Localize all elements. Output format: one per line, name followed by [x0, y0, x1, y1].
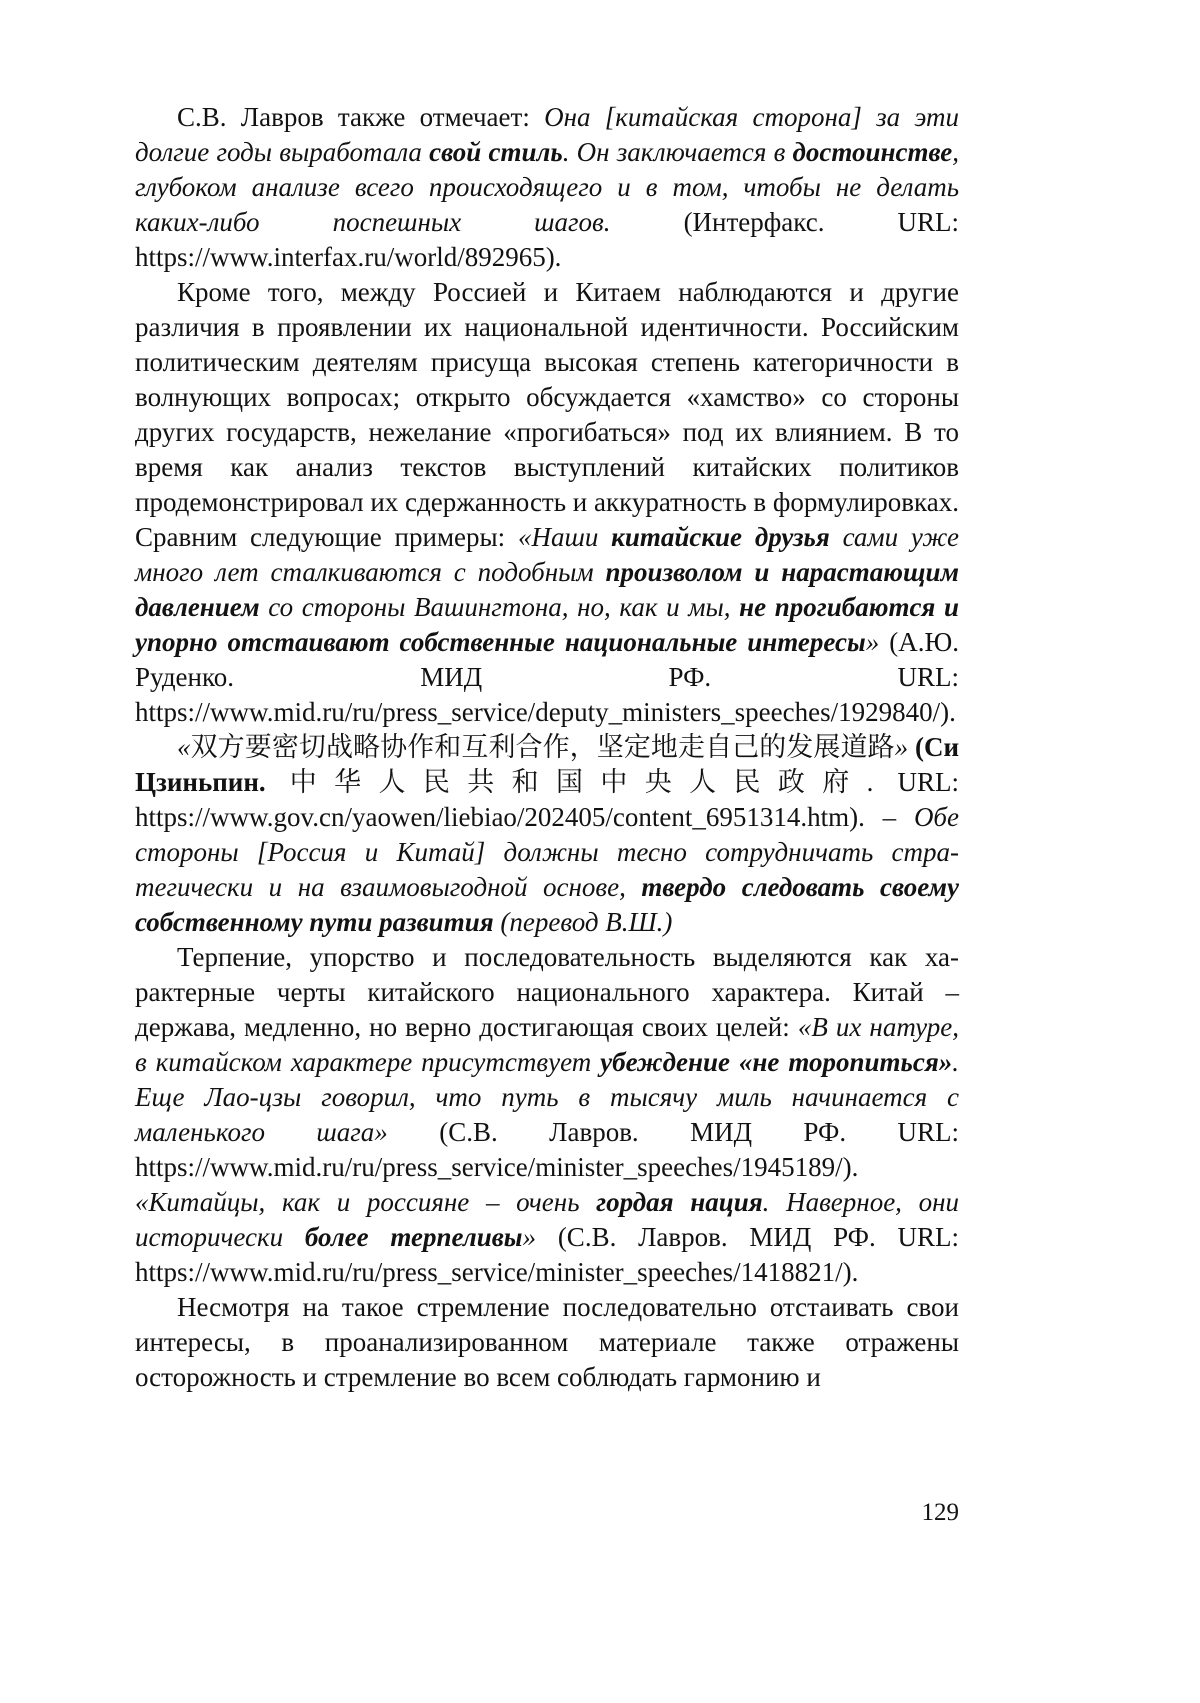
text-run: (Интерфакс. URL: https://www.interfax.ru/world/892965).: [135, 207, 959, 272]
text-run: «Наши: [517, 522, 612, 552]
text-run: Несмотря на такое стремление последовательно отстаивать свои интересы, в проанализированном материале также отражены осторожность и стремление во всем соблюдать гармонию и: [135, 1292, 959, 1392]
text-run: Она [китайская сторона] за эти долгие годы выработала: [135, 102, 959, 167]
text-run: С.В. Лавров также отмечает:: [177, 102, 545, 132]
text-run: »: [894, 732, 909, 762]
paragraph-differences-identity: [135, 275, 959, 730]
text-run: Кроме того, между Россией и Китаем наблюдаются и другие различия в проявлении их национальной идентичности. Российским политическим деятелям присуща высокая степень категоричности в волнующих вопросах; открыто обсуждается «хамство» со стороны других государств, нежелание «прогибаться» под их влиянием. В то время как анализ текстов выступлений китайских политиков продемонстрировал их сдержанность и аккуратность в формулировках. Сравним следующие примеры:: [135, 277, 959, 552]
text-run: »: [865, 627, 880, 657]
text-run: Обе стороны [Россия и Китай] должны тесно сотрудничать стратегически и на взаимовыгодной основе,: [135, 802, 959, 902]
text-run: Терпение, упорство и последовательность выделяются как характерные черты китайского национального характера. Китай – держава, медленно, но верно достигающая своих целей:: [135, 942, 959, 1042]
text-run: не прогибаются и упорно отстаивают собственные национальные интересы: [135, 592, 959, 657]
text-run: убеждение «не торопиться»: [600, 1047, 953, 1077]
text-run: сами уже много лет сталкиваются с подобным: [135, 522, 959, 587]
text-run: китайские друзья: [611, 522, 830, 552]
text-run: произволом и нарастающим давлением: [135, 557, 959, 622]
text-run: (перевод В.Ш.): [493, 907, 673, 937]
text-run: , глубоком анализе всего происходящего и в том, чтобы не делать каких-либо поспешных шагов.: [135, 137, 959, 237]
page-text-block: [135, 100, 959, 1395]
text-run: (Си Цзиньпин.: [135, 732, 960, 797]
text-run: (А.Ю. Руденко. МИД РФ. URL: https://www.mid.ru/ru/press_service/deputy_ministers_speeches/1929840/).: [135, 627, 959, 727]
text-run: со стороны Вашингтона, но, как и мы,: [259, 592, 740, 622]
paragraph-patience-character: [135, 940, 959, 1290]
text-run: «В их натуре, в китайском характере присутствует: [135, 1012, 960, 1077]
text-run: . Наверное, они исторически: [135, 1187, 959, 1252]
text-run: 双方要密切战略协作和互利合作，坚定地走自己的发展道路: [190, 732, 895, 762]
text-run: «Китайцы, как и россияне – очень: [135, 1187, 597, 1217]
text-run: достоинстве: [792, 137, 953, 167]
paragraph-despite-striving: [135, 1290, 959, 1395]
text-run: (С.В. Лавров. МИД РФ. URL: https://www.mid.ru/ru/press_service/minister_speeches/1945189/).: [135, 1117, 959, 1182]
text-run: . Еще Лао-цзы говорил, что путь в тысячу миль начинается с маленького шага»: [135, 1047, 959, 1147]
text-run: 中华人民共和国中央人民政府. URL: https://www.gov.cn/yaowen/liebiao/202405/content_6951314.htm). –: [135, 767, 959, 832]
text-run: . Он заключается в: [562, 137, 793, 167]
text-run: гордая нация: [596, 1187, 763, 1217]
text-run: «: [177, 732, 191, 762]
text-run: свой стиль: [429, 137, 563, 167]
paragraph-lavrov-style-quote: [135, 100, 959, 275]
text-run: (С.В. Лавров. МИД РФ. URL: https://www.mid.ru/ru/press_service/minister_speeches/1418821/).: [135, 1222, 959, 1287]
text-run: »: [522, 1222, 537, 1252]
paragraph-xi-jinping-quote: [135, 730, 959, 940]
page-number: 129: [921, 1499, 959, 1526]
text-run: более терпеливы: [304, 1222, 523, 1252]
text-run: твердо следовать своему собственному пути развития: [135, 872, 959, 937]
